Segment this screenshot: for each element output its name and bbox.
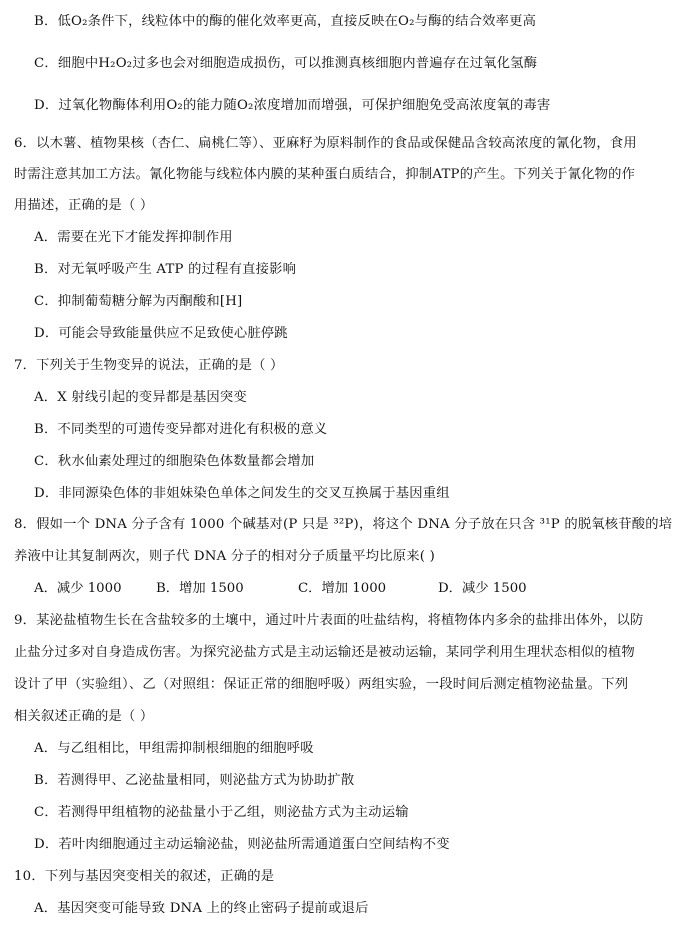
q9-option-c: C．若测得甲组植物的泌盐量小于乙组，则泌盐方式为主动运输 [34,805,409,820]
prev-option-b: B．低O₂条件下，线粒体中的酶的催化效率更高，直接反映在O₂与酶的结合效率更高 [34,14,537,29]
q8-option-c: C．增加 1000 [298,581,387,596]
q7-stem: 7．下列关于生物变异的说法，正确的是（ ） [14,358,284,373]
q6-stem-line-2: 时需注意其加工方法。氰化物能与线粒体内膜的某种蛋白质结合，抑制ATP的产生。下列关于氰化物的作 [14,167,636,182]
q7-option-b: B．不同类型的可遗传变异都对进化有积极的意义 [34,422,328,437]
q9-stem-line-4: 相关叙述正确的是（ ） [14,709,154,724]
q8-option-b: B．增加 1500 [156,581,244,596]
q6-option-b: B．对无氧呼吸产生 ATP 的过程有直接影响 [34,262,297,277]
q8-stem-line-2: 养液中让其复制两次，则子代 DNA 分子的相对分子质量平均比原来( ) [14,549,435,564]
q7-option-c: C．秋水仙素处理过的细胞染色体数量都会增加 [34,454,315,469]
q7-option-d: D．非同源染色体的非姐妹染色单体之间发生的交叉互换属于基因重组 [34,486,450,501]
q9-stem-line-2: 止盐分过多对自身造成伤害。为探究泌盐方式是主动运输还是被动运输，某同学利用生理状态相似的植物 [14,645,635,660]
prev-option-d: D．过氧化物酶体利用O₂的能力随O₂浓度增加而增强，可保护细胞免受高浓度氧的毒害 [34,98,551,113]
q9-option-a: A．与乙组相比，甲组需抑制根细胞的细胞呼吸 [34,741,314,756]
q6-stem-line-1: 6．以木薯、植物果核（杏仁、扁桃仁等）、亚麻籽为原料制作的食品或保健品含较高浓度的氰化物，食用 [14,136,637,151]
q8-stem-line-1: 8．假如一个 DNA 分子含有 1000 个碱基对(P 只是 ³²P)，将这个 DNA 分子放在只含 ³¹P 的脱氧核苷酸的培 [14,517,673,532]
q8-option-a: A．减少 1000 [34,581,122,596]
prev-option-c: C．细胞中H₂O₂过多也会对细胞造成损伤，可以推测真核细胞内普遍存在过氧化氢酶 [34,56,538,71]
q6-option-c: C．抑制葡萄糖分解为丙酮酸和[H] [34,294,243,309]
q6-option-a: A．需要在光下才能发挥抑制作用 [34,230,233,245]
q6-option-d: D．可能会导致能量供应不足致使心脏停跳 [34,326,288,341]
q9-option-d: D．若叶肉细胞通过主动运输泌盐，则泌盐所需通道蛋白空间结构不变 [34,837,450,852]
q6-stem-line-3: 用描述，正确的是（ ） [14,198,154,213]
q9-stem-line-1: 9．某泌盐植物生长在含盐较多的土壤中，通过叶片表面的吐盐结构，将植物体内多余的盐排出体外，以防 [14,613,644,628]
q8-option-d: D．减少 1500 [438,581,527,596]
q10-option-a: A．基因突变可能导致 DNA 上的终止密码子提前或退后 [34,901,369,916]
q7-option-a: A．X 射线引起的变异都是基因突变 [34,390,247,405]
q10-stem: 10．下列与基因突变相关的叙述，正确的是 [14,869,275,884]
q9-option-b: B．若测得甲、乙泌盐量相同，则泌盐方式为协助扩散 [34,773,355,788]
q9-stem-line-3: 设计了甲（实验组）、乙（对照组：保证正常的细胞呼吸）两组实验，一段时间后测定植物泌盐量。下列 [14,677,629,692]
